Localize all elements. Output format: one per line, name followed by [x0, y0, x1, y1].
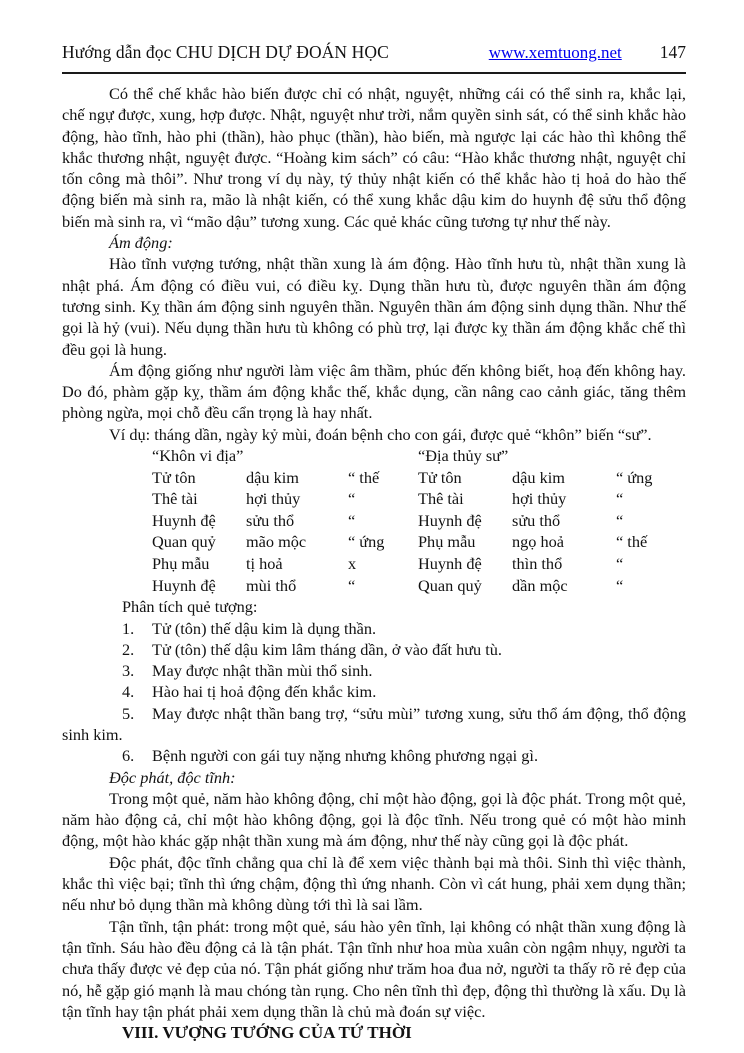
hexagram-left-branch: hợi thủy — [246, 489, 301, 509]
hexagram-left-branch: dậu kim — [246, 467, 299, 487]
hexagram-right-god: Thê tài — [418, 489, 464, 509]
hexagram-right-mark: “ ứng — [616, 467, 653, 487]
analysis-item-text: Bệnh người con gái tuy nặng nhưng không phương ngại gì. — [152, 746, 539, 766]
analysis-title: Phân tích quẻ tượng: — [122, 597, 258, 617]
hexagram-right-god: Huynh đệ — [418, 510, 482, 530]
analysis-item-number: 6. — [122, 746, 135, 766]
hexagram-right-mark: “ — [616, 554, 624, 574]
document-body — [62, 83, 686, 1043]
hexagram-left-mark: x — [348, 554, 357, 574]
analysis-item — [62, 681, 686, 702]
hexagram-left-god: Phụ mẫu — [152, 554, 210, 574]
hexagram-left-god: Huynh đệ — [152, 510, 216, 530]
hexagram-left-mark: “ thế — [348, 467, 380, 487]
analysis-item — [62, 660, 686, 681]
paragraph-hao-tinh-vuong-tuong: Hào tĩnh vượng tướng, nhật thần xung là ám động. Hào tĩnh hưu tù, nhật thần xung là nhật phá. Ám động có điều vui, có điều kỵ. Dụng thần hưu tù, được nguyên thần ám động tương sinh. Kỵ thần ám động sinh nguyên thần. Nguyên thần ám động sinh dụng thần. Như thế gọi là hỷ (vui). Nếu dụng thần hưu tù không có phù trợ, lại được kỵ thần ám động khắc chế thì đều gọi là hung. — [62, 254, 686, 359]
hexagram-left-god: Huynh đệ — [152, 575, 216, 595]
hexagram-left-branch: sửu thổ — [246, 510, 295, 530]
hexagram-right-mark: “ — [616, 575, 624, 595]
hexagram-right-god: Huynh đệ — [418, 554, 482, 574]
hexagram-right-branch: dần mộc — [512, 575, 568, 595]
analysis-item — [62, 639, 686, 660]
page-number: 147 — [659, 42, 686, 62]
page-header — [62, 0, 686, 74]
hexagram-left-branch: mão mộc — [246, 532, 307, 552]
analysis-item-text: May được nhật thần mùi thổ sinh. — [152, 661, 373, 681]
paragraph-che-khac-hao-bien: Có thể chế khắc hào biến được chỉ có nhật, nguyệt, những cái có thể sinh ra, khắc lại, chế ngự được, xung, hợp được. Nhật, nguyệt như trời, nắm quyền sinh sát, có thể sinh khắc hào động, hào tĩnh, hào phi (thần), hào phục (thần), hào biến, mà ngược lại các hào thì không thể khắc thương nhật, nguyệt được. “Hoàng kim sách” có câu: “Hào khắc thương nhật, nguyệt chỉ tốn công mà thôi”. Như trong ví dụ này, tý thủy nhật kiến có thể khắc hào tị hoả do hào thế động biến mà sinh ra, mão là nhật kiến, có thể xung khắc dậu kim do huynh đệ sửu thổ động biến mà sinh ra, vì “mão dậu” tương xung. Các quẻ khác cũng tương tự như thế này. — [62, 84, 686, 231]
hexagram-right-god: Quan quỷ — [418, 575, 482, 595]
heading-am-dong: Ám động: — [109, 233, 173, 253]
analysis-item-text: Tử (tôn) thế dậu kim lâm tháng dần, ở vào đất hưu tù. — [152, 639, 502, 659]
hexagram-right-mark: “ — [616, 489, 624, 509]
paragraph-vi-du: Ví dụ: tháng dần, ngày kỷ mùi, đoán bệnh cho con gái, được quẻ “khôn” biến “sư”. — [109, 424, 652, 444]
hexagram-left-mark: “ ứng — [348, 532, 385, 552]
hexagram-table — [152, 445, 686, 596]
paragraph-trong-mot-que: Trong một quẻ, năm hào không động, chỉ một hào động, gọi là độc phát. Trong một quẻ, năm hào động cả, chỉ một hào không động, gọi là độc tĩnh. Nếu trong quẻ có một hào minh động, một hào khác gặp nhật thần xung mà ám động, như thế này cũng gọi là độc phát. — [62, 788, 686, 851]
hexagram-left-mark: “ — [348, 575, 356, 595]
analysis-item-text: May được nhật thần bang trợ, “sửu mùi” tương xung, sửu thổ ám động, thổ động sinh kim. — [62, 703, 686, 744]
hexagram-right-title: “Địa thủy sư” — [418, 446, 509, 466]
hexagram-left-god: Quan quỷ — [152, 532, 216, 552]
hexagram-left-god: Thê tài — [152, 489, 198, 509]
analysis-item-number: 4. — [122, 682, 135, 702]
hexagram-left-branch: mùi thổ — [246, 575, 297, 595]
website-link[interactable]: www.xemtuong.net — [488, 43, 622, 62]
heading-doc-phat-doc-tinh: Độc phát, độc tĩnh: — [109, 767, 236, 787]
paragraph-tan-tinh-tan-phat: Tận tĩnh, tận phát: trong một quẻ, sáu hào yên tĩnh, lại không có nhật thần xung động là tận tĩnh. Sáu hào đều động cả là tận phát. Tận tĩnh như hoa mùa xuân còn ngậm nhụy, người ta chưa thấy được vẻ đẹp của nó. Tận phát giống như trăm hoa đua nở, người ta thấy rõ rẻ đẹp của nó, hễ gặp gió mạnh là mau chóng tàn rụng. Cho nên tĩnh thì đẹp, động thì thường là xấu. Dụ là tận tĩnh hay tận phát phải xem dụng thần là chủ mà đoán sự việc. — [62, 916, 686, 1021]
hexagram-left-title: “Khôn vi địa” — [152, 446, 244, 466]
hexagram-left-god: Tử tôn — [152, 467, 196, 487]
analysis-item — [62, 618, 686, 639]
hexagram-left-mark: “ — [348, 489, 356, 509]
paragraph-am-dong-giong-nhu: Ám động giống như người làm việc âm thầm, phúc đến không biết, hoạ đến không hay. Do đó, phàm gặp kỵ, thầm ám động khắc thế, khắc dụng, cần nâng cao cảnh giác, tăng thêm phòng ngừa, mọi chỗ đều cẩn trọng là hay nhất. — [62, 360, 686, 423]
hexagram-left-branch: tị hoả — [246, 554, 283, 574]
hexagram-right-god: Tử tôn — [418, 467, 462, 487]
analysis-item-number: 2. — [122, 639, 135, 659]
hexagram-right-mark: “ — [616, 510, 624, 530]
analysis-item — [62, 703, 686, 746]
analysis-item — [62, 745, 686, 766]
paragraph-doc-phat-doc-tinh: Độc phát, độc tĩnh chẳng qua chỉ là để xem việc thành bại mà thôi. Sinh thì việc thành, khắc thì việc bại; tĩnh thì ứng chậm, động thì ứng nhanh. Còn vì cát hung, phải xem dụng thần; nếu như bỏ dụng thần mà không dùng tới thì là sai lầm. — [62, 852, 686, 915]
analysis-item-number: 1. — [122, 618, 135, 638]
hexagram-right-branch: sửu thổ — [512, 510, 561, 530]
hexagram-right-god: Phụ mẫu — [418, 532, 476, 552]
analysis-item-text: Tử (tôn) thế dậu kim là dụng thần. — [152, 618, 377, 638]
document-title: Hướng dẫn đọc CHU DỊCH DỰ ĐOÁN HỌC — [62, 42, 389, 62]
analysis-item-number: 3. — [122, 661, 135, 681]
analysis-item-text: Hào hai tị hoả động đến khắc kim. — [152, 682, 377, 702]
analysis-item-number: 5. — [122, 703, 135, 723]
hexagram-right-branch: dậu kim — [512, 467, 565, 487]
section-heading-viii: VIII. VƯỢNG TƯỚNG CỦA TỨ THỜI — [122, 1023, 412, 1043]
hexagram-right-branch: thìn thổ — [512, 554, 563, 574]
header-right — [489, 42, 686, 63]
hexagram-right-mark: “ thế — [616, 532, 648, 552]
hexagram-right-branch: hợi thủy — [512, 489, 567, 509]
hexagram-left-mark: “ — [348, 510, 356, 530]
hexagram-right-branch: ngọ hoả — [512, 532, 564, 552]
